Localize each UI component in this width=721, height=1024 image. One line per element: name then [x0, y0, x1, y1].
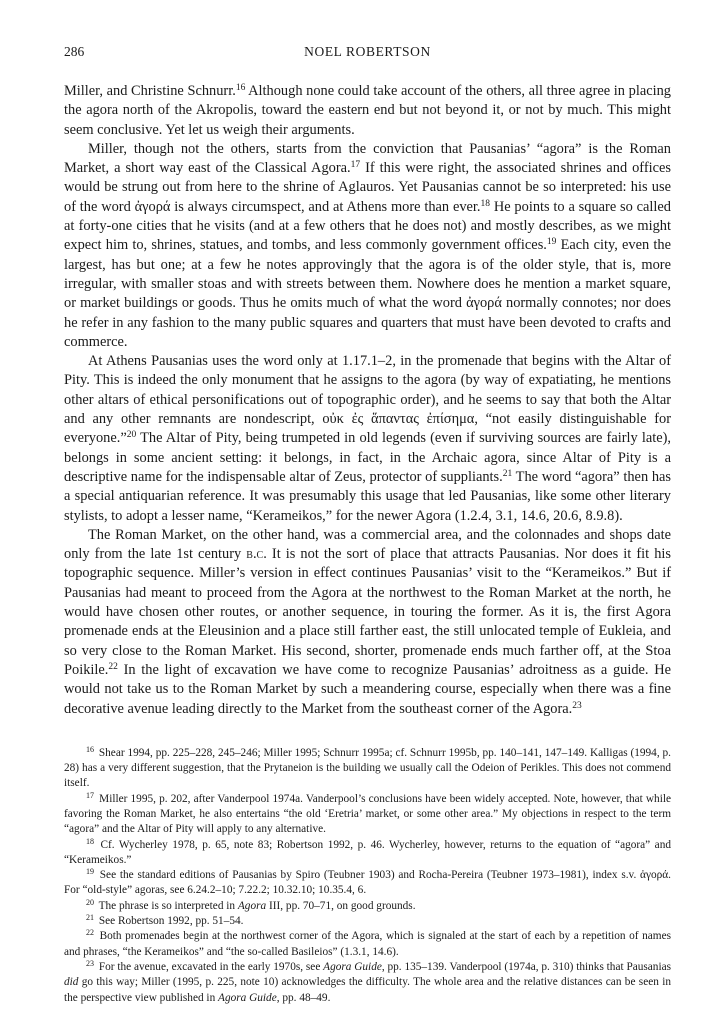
text-run: , pp. 48–49. — [276, 991, 331, 1004]
text-run: At Athens Pausanias uses the word only at 1.17.1–2, in the promenade that begins with the Altar of Pity. This is indeed the only monument that he assigns to the agora (by way of expatiating, he mentions other altars of ethical personifications out of topographic order), and he seems to say that both the Altar and any other remnants are nondescript, οὐκ ἐς ἅπαντας ἐπίσημα, “not easily distinguishable for everyone.” — [64, 353, 671, 447]
footnote-22 — [64, 929, 671, 960]
text-run: Both promenades begin at the northwest corner of the Agora, which is signaled at the start of each by a repetition of names and phrases, “the Kerameikos” and “the so-called Basileios” (1.3.1, 14.6). — [64, 930, 671, 958]
footnote-21 — [64, 914, 671, 929]
note-ref-23: 23 — [86, 958, 94, 968]
text-run: Miller 1995, p. 202, after Vanderpool 1974a. Vanderpool’s conclusions have been widely accepted. Note, however, that while favoring the Roman Market, he also entertains “the old ‘Eretria’ market, or some other area.” My objections in respect to the term “agora” and the Altar of Pity will apply to any alternative. — [64, 792, 671, 836]
running-head-author: NOEL ROBERTSON — [304, 44, 431, 59]
note-ref-22: 22 — [86, 928, 94, 938]
text-run: He points to a square so called at forty-one cities that he visits (and at a few others that he does not) and mostly describes, as we might expect him to, shrines, statues, and tombs, and less commonly government offices. — [64, 198, 671, 254]
paragraph-1 — [64, 82, 671, 140]
text-run: Cf. Wycherley 1978, p. 65, note 83; Robertson 1992, p. 46. Wycherley, however, returns to the equation of “agora” and “Kerameikos.” — [64, 838, 671, 866]
note-ref-23: 23 — [572, 700, 582, 711]
note-ref-17: 17 — [86, 790, 94, 800]
note-ref-21: 21 — [502, 468, 513, 479]
footnote-separator — [64, 719, 671, 746]
note-ref-20: 20 — [126, 430, 137, 441]
paragraph-4 — [64, 526, 671, 719]
body-text — [64, 82, 671, 719]
italic-text: Agora — [237, 899, 267, 912]
note-ref-19: 19 — [546, 237, 557, 248]
text-run: See the standard editions of Pausanias by Spiro (Teubner 1903) and Rocha-Pereira (Teubner 1973–1981), index s.v. ἀγορά. For “old-style” agoras, see 6.24.2–10; 7.22.2; 10.32.10; 10.35.4, 6. — [64, 869, 671, 897]
footnote-23 — [64, 960, 671, 1006]
note-ref-20: 20 — [86, 897, 94, 907]
text-run: The Altar of Pity, being trumpeted in old legends (even if surviving sources are fairly late), belongs in some ancient setting: it belongs, in fact, in the Archaic agora, since Altar of Pity is a descriptive name for the indispensable altar of Zeus, protector of suppliants. — [64, 430, 671, 485]
note-ref-17: 17 — [350, 160, 361, 171]
footnote-17 — [64, 792, 671, 838]
text-run: In the light of excavation we have come to recognize Pausanias’ adroitness as a guide. He would not take us to the Roman Market by such a meandering course, especially when there was a fine decorative avenue leading directly to the Market from the southeast corner of the Agora. — [64, 661, 671, 717]
text-run: The word “agora” then has a special antiquarian reference. It was presumably this usage that led Pausanias, like some other literary stylists, to adopt a lesser name, “Kerameikos,” for the newer Agora (1.2.4, 3.1, 14.6, 20.6, 8.9.8). — [64, 468, 671, 524]
text-run: See Robertson 1992, pp. 51–54. — [96, 915, 244, 928]
note-ref-19: 19 — [86, 867, 94, 877]
text-run: Shear 1994, pp. 225–228, 245–246; Miller 1995; Schnurr 1995a; cf. Schnurr 1995b, pp. 140–141, 147–149. Kalligas (1994, p. 28) has a very different suggestion, that the Prytaneion is the building we usually call the Odeion of Perikles. This does not commend itself. — [64, 746, 671, 790]
running-header: 286 NOEL ROBERTSON — [64, 44, 671, 64]
text-run: , pp. 135–139. Vanderpool (1974a, p. 310) thinks that Pausanias — [381, 960, 671, 973]
paragraph-2 — [64, 140, 671, 352]
text-run: It is not the sort of place that attracts Pausanias. Nor does it fit his topographic sequence. Miller’s version in effect continues Pausanias’ visit to the “Kerameikos.” But if Pausanias had meant to proceed from the Agora at the northwest to the Roman Market at the north, he would have chosen other routes, or another sequence, in touring the former. As it is, the first Agora promenade ends at the Eleusinion and a place still farther east, the still unlocated temple of Eukleia, and so very close to the Roman Market. His second, shorter, promenade ends much farther off, at the Stoa Poikile. — [64, 546, 671, 678]
note-ref-18: 18 — [480, 198, 491, 209]
note-ref-21: 21 — [86, 913, 94, 923]
italic-text: did — [64, 976, 79, 989]
text-run: Miller, though not the others, starts from the conviction that Pausanias’ “agora” is the Roman Market, a short way east of the Classical Agora. — [64, 140, 671, 177]
text-run: If this were right, the associated shrines and offices would be strung out from here to the shrine of Aglauros. Yet Pausanias cannot be so interpreted: his use of the word ἀγορά is always circumspect, and at Athens more than ever. — [64, 160, 671, 215]
note-ref-16: 16 — [86, 744, 94, 754]
text-run: Each city, even the largest, has but one; at a few he notes approvingly that the agora is of the older style, that is, more irregular, with smaller stoas and with streets between them. Nowhere does he mention a market square, or market buildings or goods. Thus he omits much of what the word ἀγορά normally connotes; nor does he refer in any fashion to the many public squares and quarters that must have been devoted to crafts and commerce. — [64, 237, 672, 350]
text-run: Miller, and Christine Schnurr. — [64, 83, 236, 99]
note-ref-22: 22 — [108, 661, 118, 672]
italic-text: Agora Guide — [218, 991, 277, 1004]
footnote-16 — [64, 746, 671, 792]
text-run: Although none could take account of the others, all three agree in placing the agora north of the Akropolis, toward the eastern end but not beyond it, or not by much. This might seem conclusive. Yet let us weigh their arguments. — [64, 83, 671, 138]
text-run: go this way; Miller (1995, p. 225, note 10) acknowledges the difficulty. The whole area and the relative distances can be seen in the perspective view published in — [64, 976, 671, 1004]
text-run: III, pp. 70–71, on good grounds. — [266, 899, 416, 912]
footnote-20 — [64, 899, 671, 914]
footnotes — [64, 746, 671, 1006]
text-run: The phrase is so interpreted in — [96, 899, 238, 912]
note-ref-18: 18 — [86, 836, 94, 846]
small-caps-text: b.c. — [246, 546, 267, 563]
note-ref-16: 16 — [235, 83, 246, 93]
paragraph-3 — [64, 352, 671, 526]
italic-text: Agora Guide — [323, 960, 382, 973]
text-run: The Roman Market, on the other hand, was a commercial area, and the colonnades and shops date only from the late 1st century — [64, 526, 671, 563]
text-run: For the avenue, excavated in the early 1970s, see — [96, 960, 324, 973]
footnote-18 — [64, 838, 671, 869]
footnote-19 — [64, 868, 671, 899]
